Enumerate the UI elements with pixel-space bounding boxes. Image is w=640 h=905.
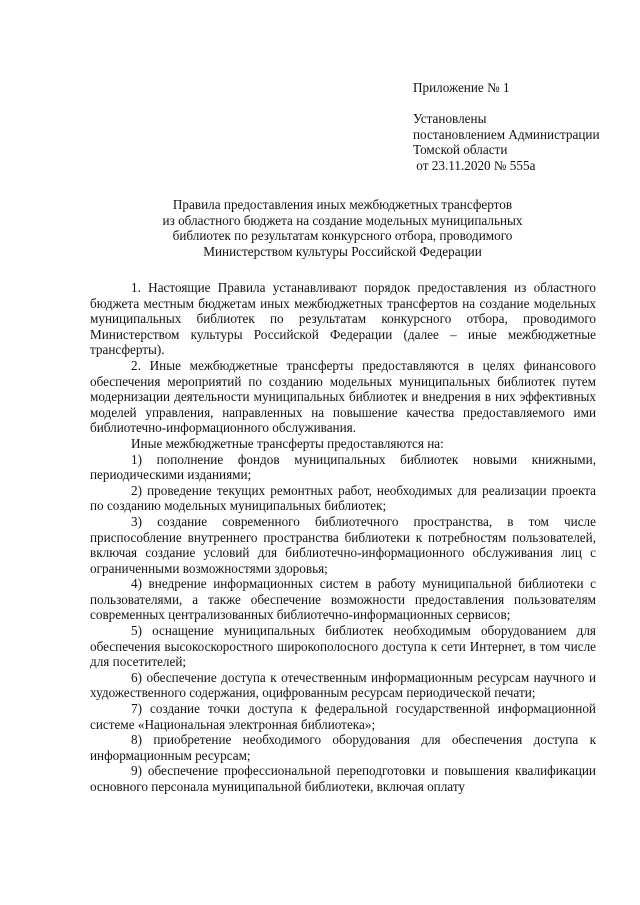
paragraph: Иные межбюджетные трансферты предоставляются на: xyxy=(131,435,444,451)
title-line: из областного бюджета на создание модельных муниципальных xyxy=(162,212,523,228)
list-item: 5) оснащение муниципальных библиотек необходимым оборудованием для обеспечения высокоскоростного широкополосного доступа к сети Интернет, в том числе для посетителей; xyxy=(90,623,596,670)
approval-line: Томской области xyxy=(413,142,508,158)
title-line: Правила предоставления иных межбюджетных трансфертов xyxy=(172,197,513,212)
list-item: 7) создание точки доступа к федеральной государственной информационной системе «Национальная электронная библиотека»; xyxy=(90,701,596,732)
approval-line: постановлением Администрации xyxy=(413,126,600,142)
document-title xyxy=(90,197,595,259)
title-line: библиотек по результатам конкурсного отбора, проводимого xyxy=(172,228,513,244)
list-item: 2) проведение текущих ремонтных работ, необходимых для реализации проекта по созданию модельных муниципальных библиотек; xyxy=(90,482,596,514)
approval-date-line: от 23.11.2020 № 555а xyxy=(413,157,536,173)
title-line: Министерством культуры Российской Федерации xyxy=(203,243,482,259)
paragraph: 2. Иные межбюджетные трансферты предоставляются в целях финансового обеспечения мероприятий по созданию модельных муниципальных библиотек путем модернизации деятельности муниципальных библиотек и внедрения в них эффективных моделей управления, направленных на повышение качества предоставляемого ими библиотечно-информационного обслуживания. xyxy=(90,357,596,436)
document-body xyxy=(90,280,596,795)
approval-block xyxy=(413,80,613,174)
appendix-label: Приложение № 1 xyxy=(413,80,510,95)
list-item: 9) обеспечение профессиональной переподготовки и повышения квалификации основного персонала муниципальной библиотеки, включая оплату xyxy=(90,763,596,794)
list-item: 1) пополнение фондов муниципальных библиотек новыми книжными, периодическими изданиями; xyxy=(90,451,596,483)
approval-line: Установлены xyxy=(413,111,487,127)
list-item: 4) внедрение информационных систем в работу муниципальной библиотеки с пользователями, а также обеспечение возможности предоставления пользователям современных централизованных библиотечно-информационных сервисов; xyxy=(90,576,596,623)
list-item: 8) приобретение необходимого оборудования для обеспечения доступа к информационным ресурсам; xyxy=(90,732,596,763)
paragraph: 1. Настоящие Правила устанавливают порядок предоставления из областного бюджета местным бюджетам иных межбюджетных трансфертов на создание модельных муниципальных библиотек по результатам конкурсного отбора, проводимого Министерством культуры Российской Федерации (далее – иные межбюджетные трансферты). xyxy=(90,280,596,358)
list-item: 6) обеспечение доступа к отечественным информационным ресурсам научного и художественного содержания, оцифрованным ресурсам периодической печати; xyxy=(90,669,596,701)
list-item: 3) создание современного библиотечного пространства, в том числе приспособление внутреннего пространства библиотеки к потребностям пользователей, включая создание условий для библиотечно-информационного обслуживания лиц с ограниченными возможностями здоровья; xyxy=(90,513,596,576)
